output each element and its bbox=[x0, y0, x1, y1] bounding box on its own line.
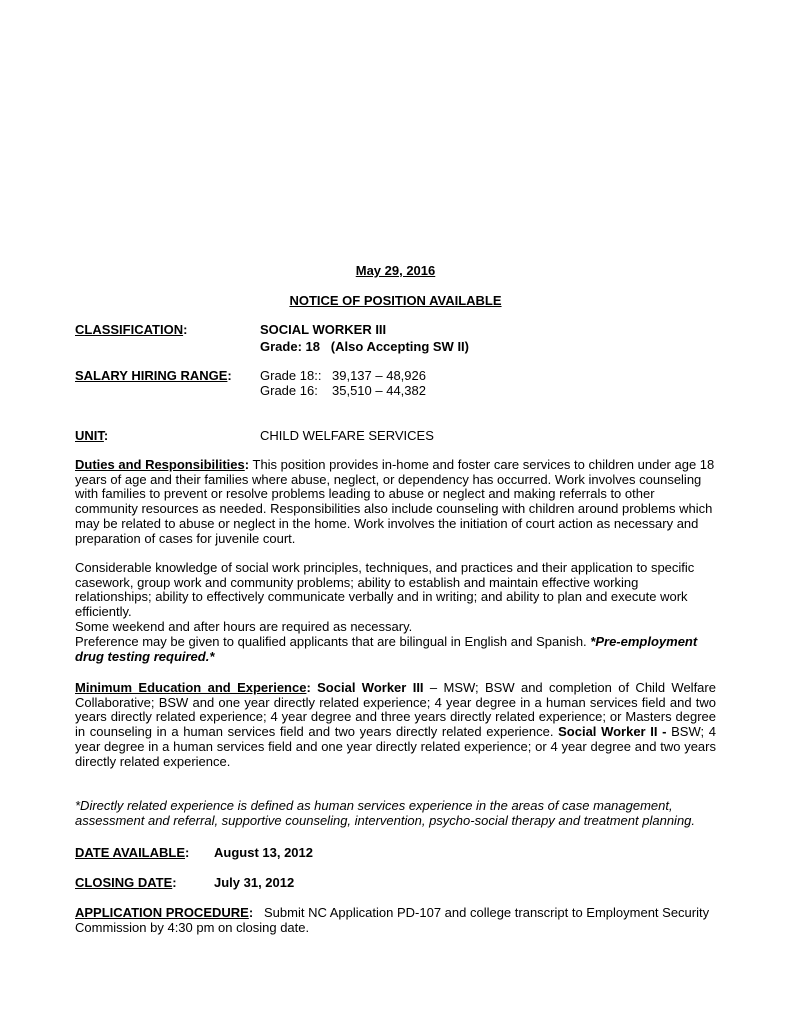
closing-date-label: CLOSING DATE: bbox=[75, 875, 177, 890]
notice-title: NOTICE OF POSITION AVAILABLE bbox=[289, 293, 502, 308]
date-available-label: DATE AVAILABLE: bbox=[75, 845, 190, 860]
unit-label: UNIT: bbox=[75, 428, 109, 443]
education-paragraph: Minimum Education and Experience: Social Worker III – MSW; BSW and completion of Child Welfare Collaborative; BSW and one year directly related experience; 4 year degree in a human services field and two years directly related experience; 4 year degree and three years directly related experience; or Masters degree in counseling in a human services field and two years directly related experience. Social Worker II - BSW; 4 year degree in a human services field and one year directly related experience; or 4 year degree and two years directly related experience. bbox=[75, 680, 716, 769]
classification-title: SOCIAL WORKER III bbox=[260, 322, 387, 337]
salary-grade-18: Grade 18:: bbox=[260, 368, 322, 383]
closing-date-value: July 31, 2012 bbox=[214, 875, 295, 890]
date-available-value: August 13, 2012 bbox=[214, 845, 313, 860]
classification-grade: Grade: 18 (Also Accepting SW II) bbox=[260, 339, 469, 354]
preference-paragraph: Preference may be given to qualified applicants that are bilingual in English and Spanish. *Pre-employment drug testing required.* bbox=[75, 634, 698, 664]
drug-testing-note: *Pre-employment drug testing required.* bbox=[75, 634, 698, 664]
knowledge-paragraph: Considerable knowledge of social work principles, techniques, and practices and their application to specific casework, group work and community problems; ability to establish and maintain effective working relationships; ability to effectively communicate verbally and in writing; and ability to plan and execute work efficiently. Some weekend and after hours are required as necessary. bbox=[75, 560, 695, 634]
salary-range-18: 39,137 – 48,926 bbox=[332, 368, 426, 383]
duties-paragraph: Duties and Responsibilities: This position provides in-home and foster care services to children under age 18 years of age and their families where abuse, neglect, or dependency has occurred. Work involves counseling with families to prevent or resolve problems leading to abuse or neglect and making referrals to other community resources as needed. Responsibilities also include counseling with children around problems which may be related to abuse or neglect in the home. Work involves the initiation of court action as necessary and preparation of cases for juvenile court. bbox=[75, 457, 715, 546]
salary-grade-16: Grade 16: bbox=[260, 383, 318, 398]
notice-date: May 29, 2016 bbox=[355, 263, 436, 278]
salary-label: SALARY HIRING RANGE: bbox=[75, 368, 232, 383]
experience-footnote: *Directly related experience is defined as human services experience in the areas of case management, assessment and referral, supportive counseling, intervention, psycho-social therapy and treatment planning. bbox=[75, 798, 696, 828]
classification-label: CLASSIFICATION: bbox=[75, 322, 188, 337]
unit-value: CHILD WELFARE SERVICES bbox=[260, 428, 434, 443]
salary-range-16: 35,510 – 44,382 bbox=[332, 383, 426, 398]
application-procedure: APPLICATION PROCEDURE: Submit NC Application PD-107 and college transcript to Employment Security Commission by 4:30 pm on closing date. bbox=[75, 905, 710, 935]
